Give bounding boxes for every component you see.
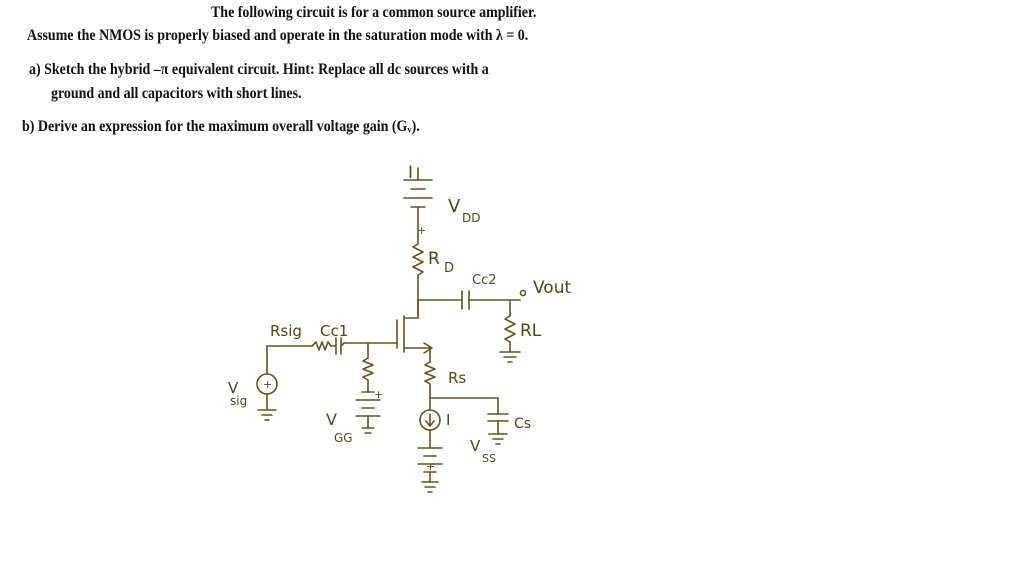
rs-resistor [425,362,435,398]
vss-plus-label: + [426,460,436,473]
vsig-v-label: V [228,379,239,397]
part-b: b) Derive an expression for the maximum overall voltage gain (Gᵥ). [22,118,420,135]
cc2-label: Cc2 [472,273,497,288]
cs-capacitor [488,414,508,421]
rg-resistor [363,358,373,392]
problem-line-1: The following circuit is for a common source amplifier. [211,4,537,21]
vsig-sub-label: sig [230,394,248,408]
vdd-top-label: I [408,163,414,183]
rl-resistor [505,316,515,352]
vdd-sub-label: DD [462,211,481,225]
vdd-v-label: V [448,196,461,217]
cc2-capacitor [462,291,469,309]
nmos-transistor [397,300,432,362]
vgg-sub-label: GG [334,431,353,445]
vss-v-label: V [470,437,481,455]
vout-terminal [521,291,526,296]
rsig-resistor [312,342,331,350]
vdd-plus-label: + [417,224,427,237]
vgg-plus-label: + [374,388,384,401]
rd-r-label: R [428,249,440,269]
problem-line-2: Assume the NMOS is properly biased and operate in the saturation mode with λ = 0. [27,27,529,44]
rs-label: Rs [448,369,467,387]
part-a-line-2: ground and all capacitors with short lines. [51,85,302,102]
part-a-line-1: a) Sketch the hybrid –π equivalent circuit. Hint: Replace all dc sources with a [29,61,489,78]
cs-label: Cs [514,416,532,432]
rsig-label: Rsig [270,322,302,340]
vout-label: Vout [533,278,572,298]
vsig-plus-label: + [263,378,273,391]
vgg-v-label: V [326,410,337,429]
rl-ground [500,352,520,362]
vsig-ground [258,410,276,420]
cc1-label: Cc1 [320,322,349,340]
cs-ground [489,434,507,444]
rl-label: RL [520,321,542,341]
rd-sub-label: D [444,261,455,276]
current-source-label: I [446,411,451,429]
vss-sub-label: SS [482,452,496,465]
